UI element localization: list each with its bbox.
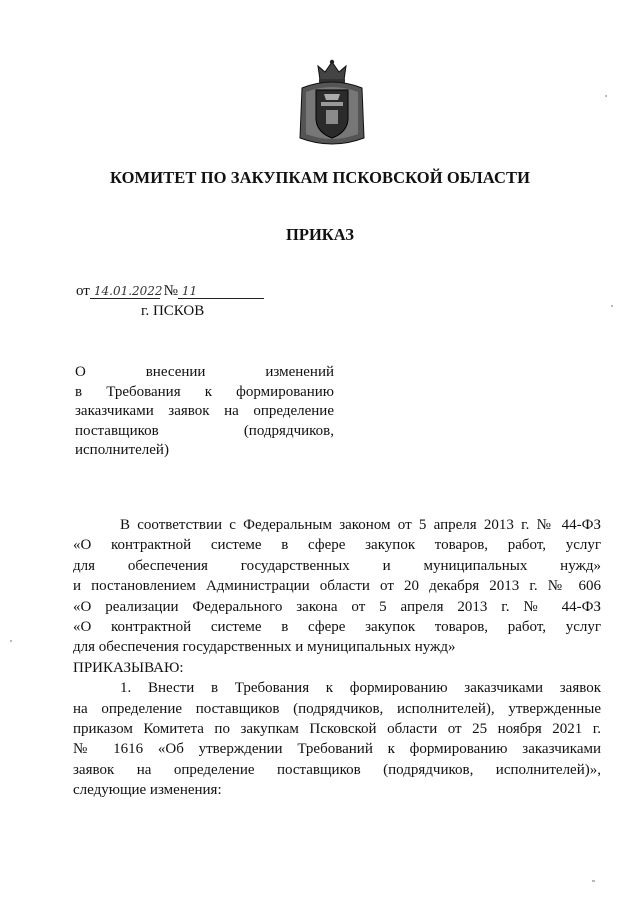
subject-line: поставщиков (подрядчиков,: [75, 422, 334, 439]
body-line: заявок на определение поставщиков (подрядчиков, исполнителей)»,: [73, 761, 601, 778]
body-line: приказом Комитета по закупкам Псковской области от 25 ноября 2021 г.: [73, 721, 601, 738]
order-directive: ПРИКАЗЫВАЮ:: [73, 659, 184, 676]
body-line: В соответствии с Федеральным законом от 5 апреля 2013 г. № 44-ФЗ: [120, 517, 601, 533]
city: г. ПСКОВ: [141, 303, 205, 319]
body-line: № 1616 «Об утверждении Требований к формированию заказчиками: [73, 741, 601, 758]
scan-speck: [605, 95, 607, 97]
subject-line: в Требования к формированию: [75, 383, 334, 400]
body-line: «О контрактной системе в сфере закупок товаров, работ, услуг: [73, 537, 601, 554]
subject-line: заказчиками заявок на определение: [75, 403, 334, 420]
handwritten-number: 11: [178, 284, 264, 299]
body-line: и постановлением Администрации области от 20 декабря 2013 г. № 606: [73, 578, 601, 595]
date-number-line: [76, 283, 264, 300]
document-type: ПРИКАЗ: [286, 225, 354, 244]
subject-line: О внесении изменений: [75, 364, 334, 380]
order-subject: [75, 363, 334, 461]
body-line: 1. Внести в Требования к формированию заказчиками заявок: [120, 680, 601, 697]
body-line: на определение поставщиков (подрядчиков, исполнителей), утвержденные: [73, 700, 601, 717]
scan-speck: [611, 305, 613, 307]
body-line: следующие изменения:: [73, 782, 222, 799]
organization-title: КОМИТЕТ ПО ЗАКУПКАМ ПСКОВСКОЙ ОБЛАСТИ: [109, 168, 531, 187]
number-prefix: №: [163, 283, 178, 299]
body-line: «О контрактной системе в сфере закупок товаров, работ, услуг: [73, 619, 601, 636]
handwritten-date: 14.01.2022: [90, 284, 160, 299]
coat-of-arms-icon: [294, 58, 370, 152]
body-line: для обеспечения государственных и муниципальных нужд»: [73, 557, 601, 574]
scan-speck: [592, 880, 595, 882]
body-line: для обеспечения государственных и муниципальных нужд»: [73, 639, 456, 656]
subject-line: исполнителей): [75, 442, 169, 459]
date-prefix: от: [76, 283, 90, 299]
scan-speck: [10, 640, 12, 642]
order-body: [73, 515, 601, 801]
body-line: «О реализации Федерального закона от 5 апреля 2013 г. № 44-ФЗ: [73, 598, 601, 615]
